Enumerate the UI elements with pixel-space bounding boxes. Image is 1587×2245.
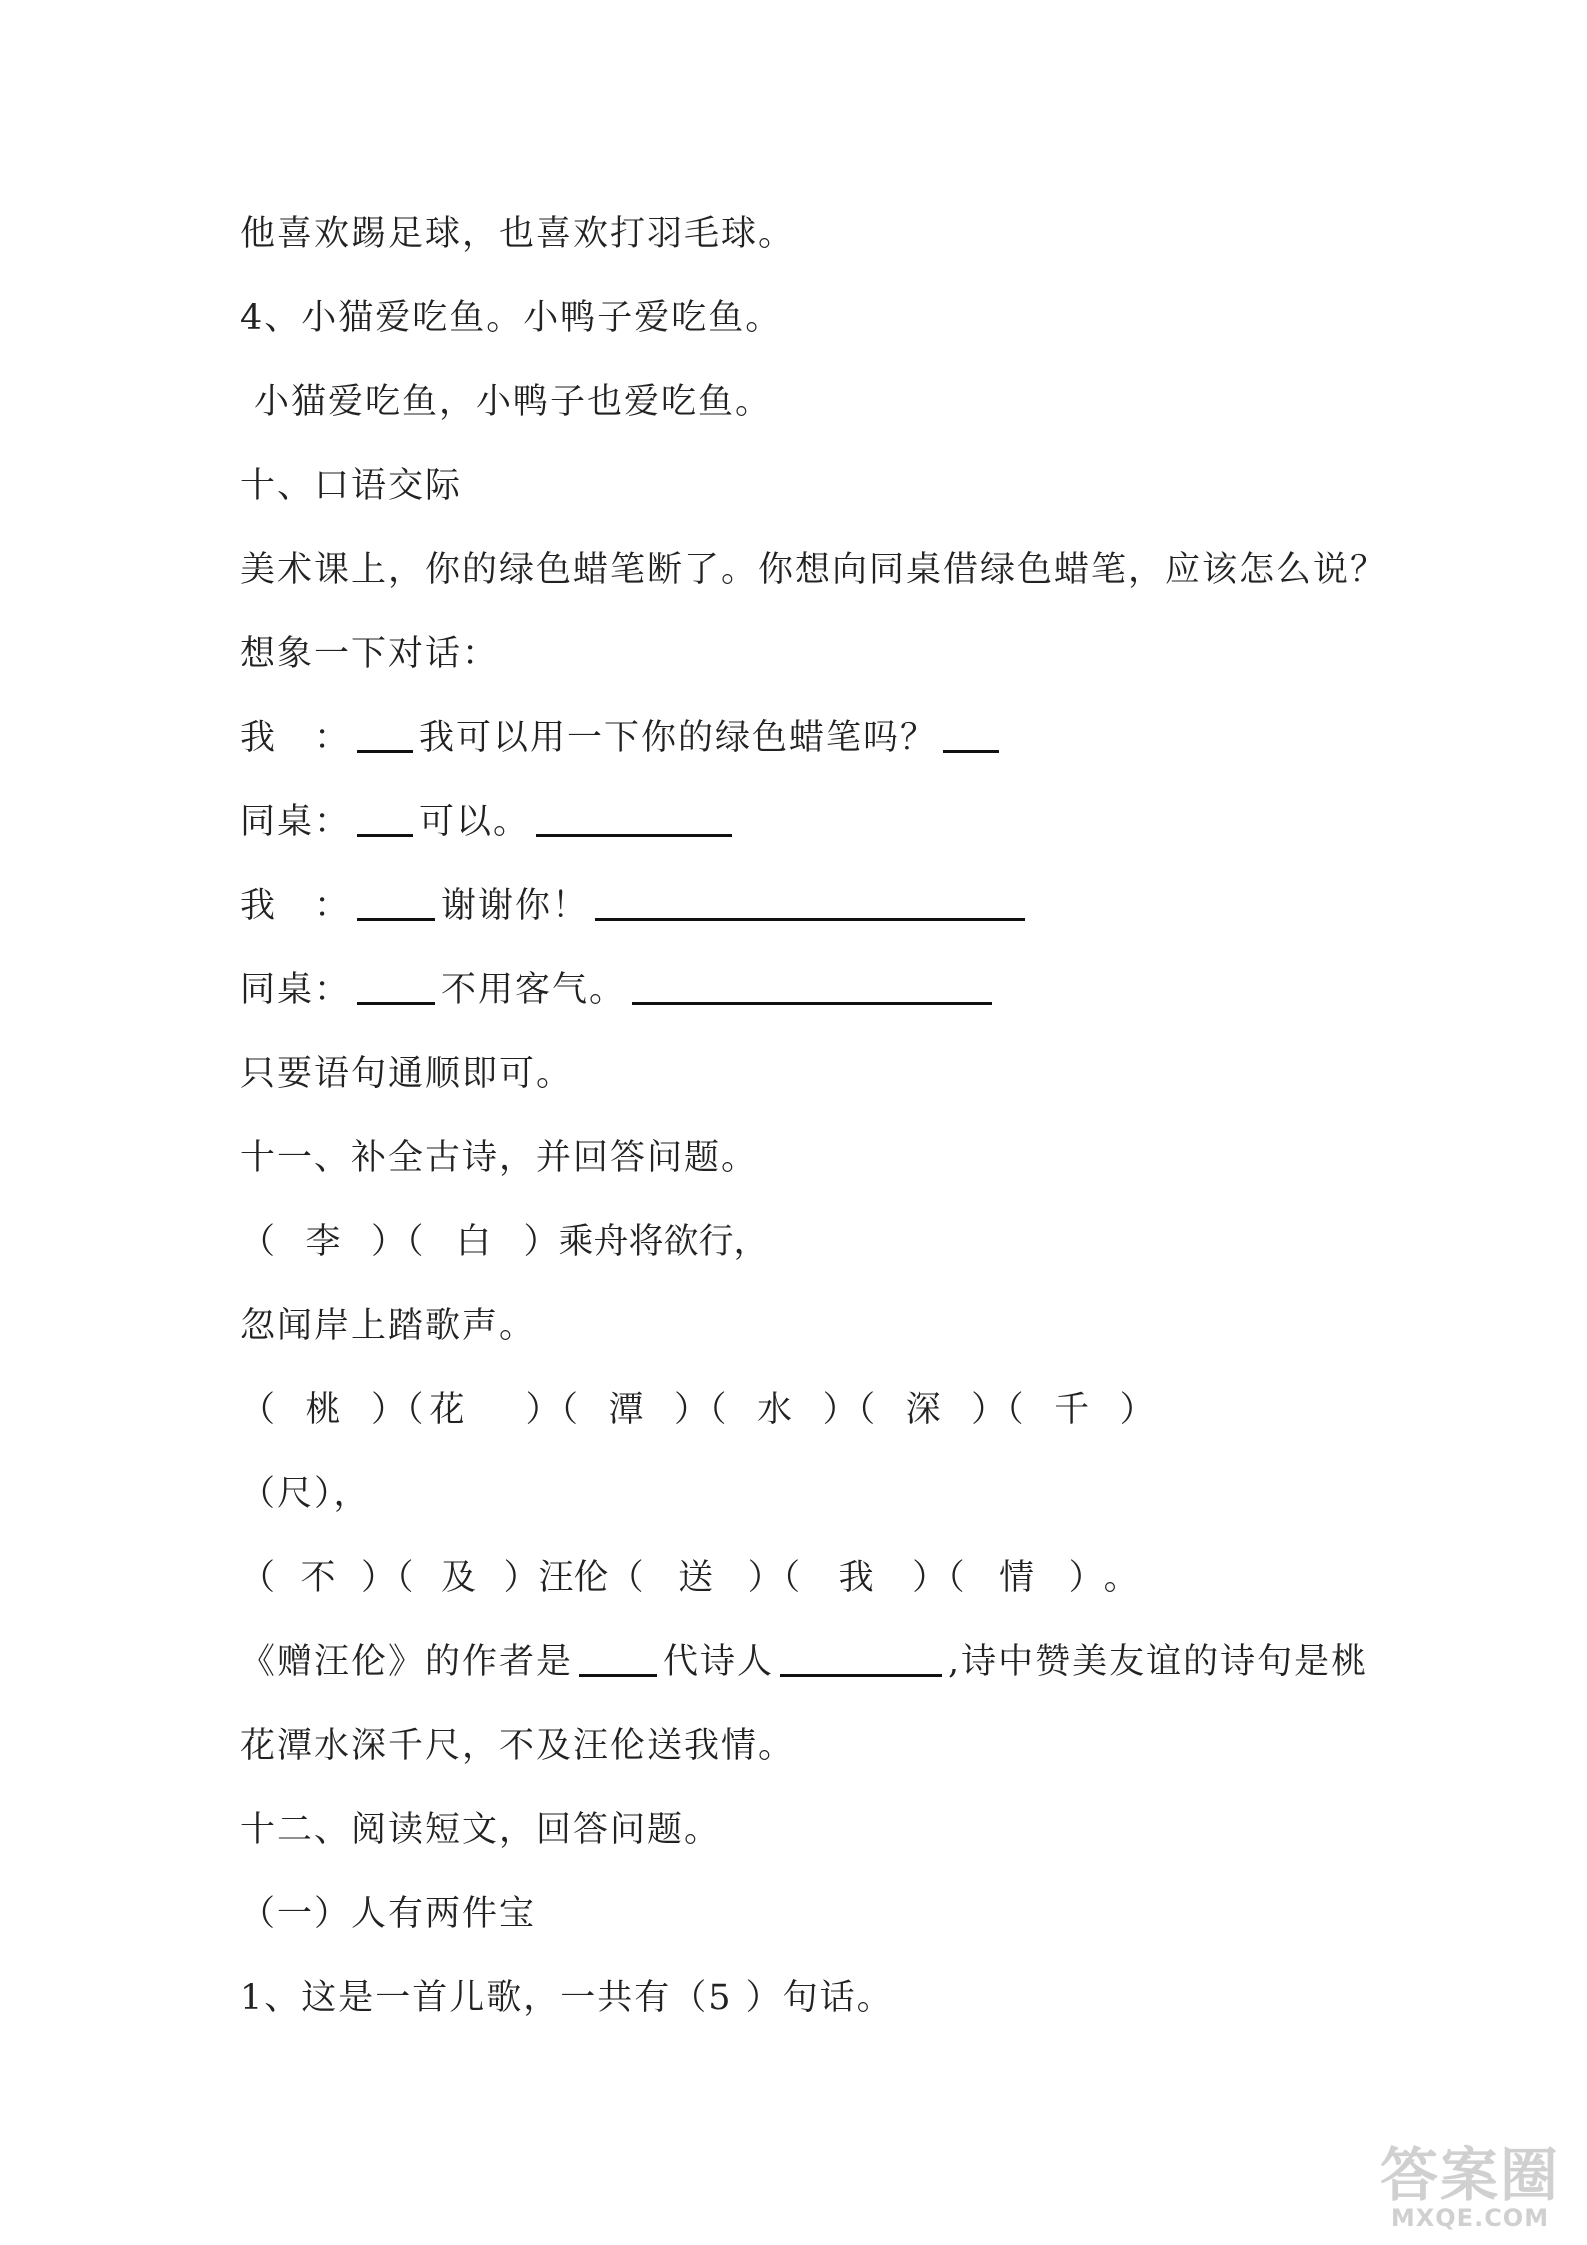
paren: ）（ — [674, 1390, 727, 1430]
dialogue-line — [240, 968, 998, 1012]
question-line: 1、这是一首儿歌，一共有（5 ）句话。 — [240, 1978, 894, 2018]
dialogue-text: 我可以用一下你的绿色蜡笔吗？ — [419, 718, 938, 758]
speaker-label: 同桌： — [240, 802, 352, 842]
watermark-url: MXQE.COM — [1390, 2204, 1550, 2232]
answer-blank — [536, 804, 732, 837]
answer-blank — [595, 888, 1025, 921]
filled-char: 白 — [456, 1222, 492, 1262]
filled-char: 我 — [838, 1558, 874, 1598]
paren: ） — [1119, 1390, 1155, 1430]
poem-line: （尺）， — [240, 1474, 371, 1514]
question-text: 《赠汪伦》的作者是 — [240, 1642, 574, 1682]
speaker-label: 我 ： — [240, 886, 352, 926]
question-text: ,诗中赞美友谊的诗句是桃 — [948, 1642, 1369, 1682]
paren: ）（ — [747, 1558, 801, 1598]
text-line: 小猫爱吃鱼，小鸭子也爱吃鱼。 — [254, 382, 773, 422]
paren: ） — [1068, 1558, 1104, 1598]
filled-char: 不 — [300, 1558, 336, 1598]
text-line: 只要语句通顺即可。 — [240, 1054, 574, 1094]
poem-text: 汪伦 — [538, 1558, 609, 1598]
answer-blank — [357, 804, 413, 837]
dialogue-text: 谢谢你！ — [441, 886, 590, 926]
poem-line — [240, 1388, 1155, 1432]
filled-char: 水 — [757, 1390, 793, 1430]
answer-blank — [357, 888, 435, 921]
filled-char: 花 — [429, 1390, 465, 1430]
dialogue-line — [240, 800, 738, 844]
paren: ）（ — [371, 1222, 424, 1262]
section-heading: 十二、阅读短文，回答问题。 — [240, 1810, 722, 1850]
dialogue-line — [240, 716, 1005, 760]
filled-char: 送 — [678, 1558, 714, 1598]
text-line: 花潭水深千尺，不及汪伦送我情。 — [240, 1726, 796, 1766]
speaker-label: 同桌： — [240, 970, 352, 1010]
paren: ）（ — [371, 1390, 424, 1430]
poem-line — [240, 1556, 1139, 1600]
filled-char: 李 — [305, 1222, 341, 1262]
paren: ） — [503, 1558, 539, 1598]
question-line — [240, 1640, 1368, 1684]
dialogue-line — [240, 884, 1031, 928]
answer-blank — [780, 1644, 942, 1677]
section-heading: 十一、补全古诗，并回答问题。 — [240, 1138, 759, 1178]
filled-char: 潭 — [608, 1390, 644, 1430]
poem-line: 忽闻岸上踏歌声。 — [240, 1306, 537, 1346]
paren: ）（ — [822, 1390, 876, 1430]
answer-blank — [579, 1644, 657, 1677]
speaker-label: 我 ： — [240, 718, 352, 758]
paren: ）（ — [361, 1558, 414, 1598]
poem-text: 。 — [1103, 1558, 1139, 1598]
dialogue-text: 不用客气。 — [441, 970, 627, 1010]
paren: ）（ — [912, 1558, 965, 1598]
watermark-logo — [1375, 2141, 1565, 2235]
filled-char: 及 — [441, 1558, 477, 1598]
section-heading: 十、口语交际 — [240, 466, 463, 506]
filled-char: 情 — [999, 1558, 1035, 1598]
answer-blank — [357, 720, 413, 753]
poem-line — [240, 1220, 769, 1264]
paren: （ — [240, 1558, 276, 1598]
answer-blank — [943, 720, 999, 753]
poem-text: ）乘舟将欲行， — [523, 1222, 769, 1262]
answer-blank — [632, 972, 992, 1005]
text-line: 想象一下对话： — [240, 634, 500, 674]
subsection-heading: （一）人有两件宝 — [240, 1894, 537, 1934]
paren: （ — [608, 1558, 644, 1598]
paren: ）（ — [525, 1390, 579, 1430]
paren: （ — [240, 1222, 276, 1262]
text-line: 他喜欢踢足球，也喜欢打羽毛球。 — [240, 214, 796, 254]
question-text: 代诗人 — [663, 1642, 775, 1682]
text-line: 4、小猫爱吃鱼。小鸭子爱吃鱼。 — [240, 298, 783, 338]
paren: （ — [240, 1390, 276, 1430]
watermark-text: 答案圈 — [1379, 2141, 1560, 2209]
filled-char: 千 — [1054, 1390, 1090, 1430]
filled-char: 深 — [905, 1390, 941, 1430]
dialogue-text: 可以。 — [419, 802, 531, 842]
filled-char: 桃 — [305, 1390, 341, 1430]
answer-blank — [357, 972, 435, 1005]
text-line: 美术课上，你的绿色蜡笔断了。你想向同桌借绿色蜡笔，应该怎么说？ — [240, 550, 1388, 590]
paren: ）（ — [971, 1390, 1024, 1430]
